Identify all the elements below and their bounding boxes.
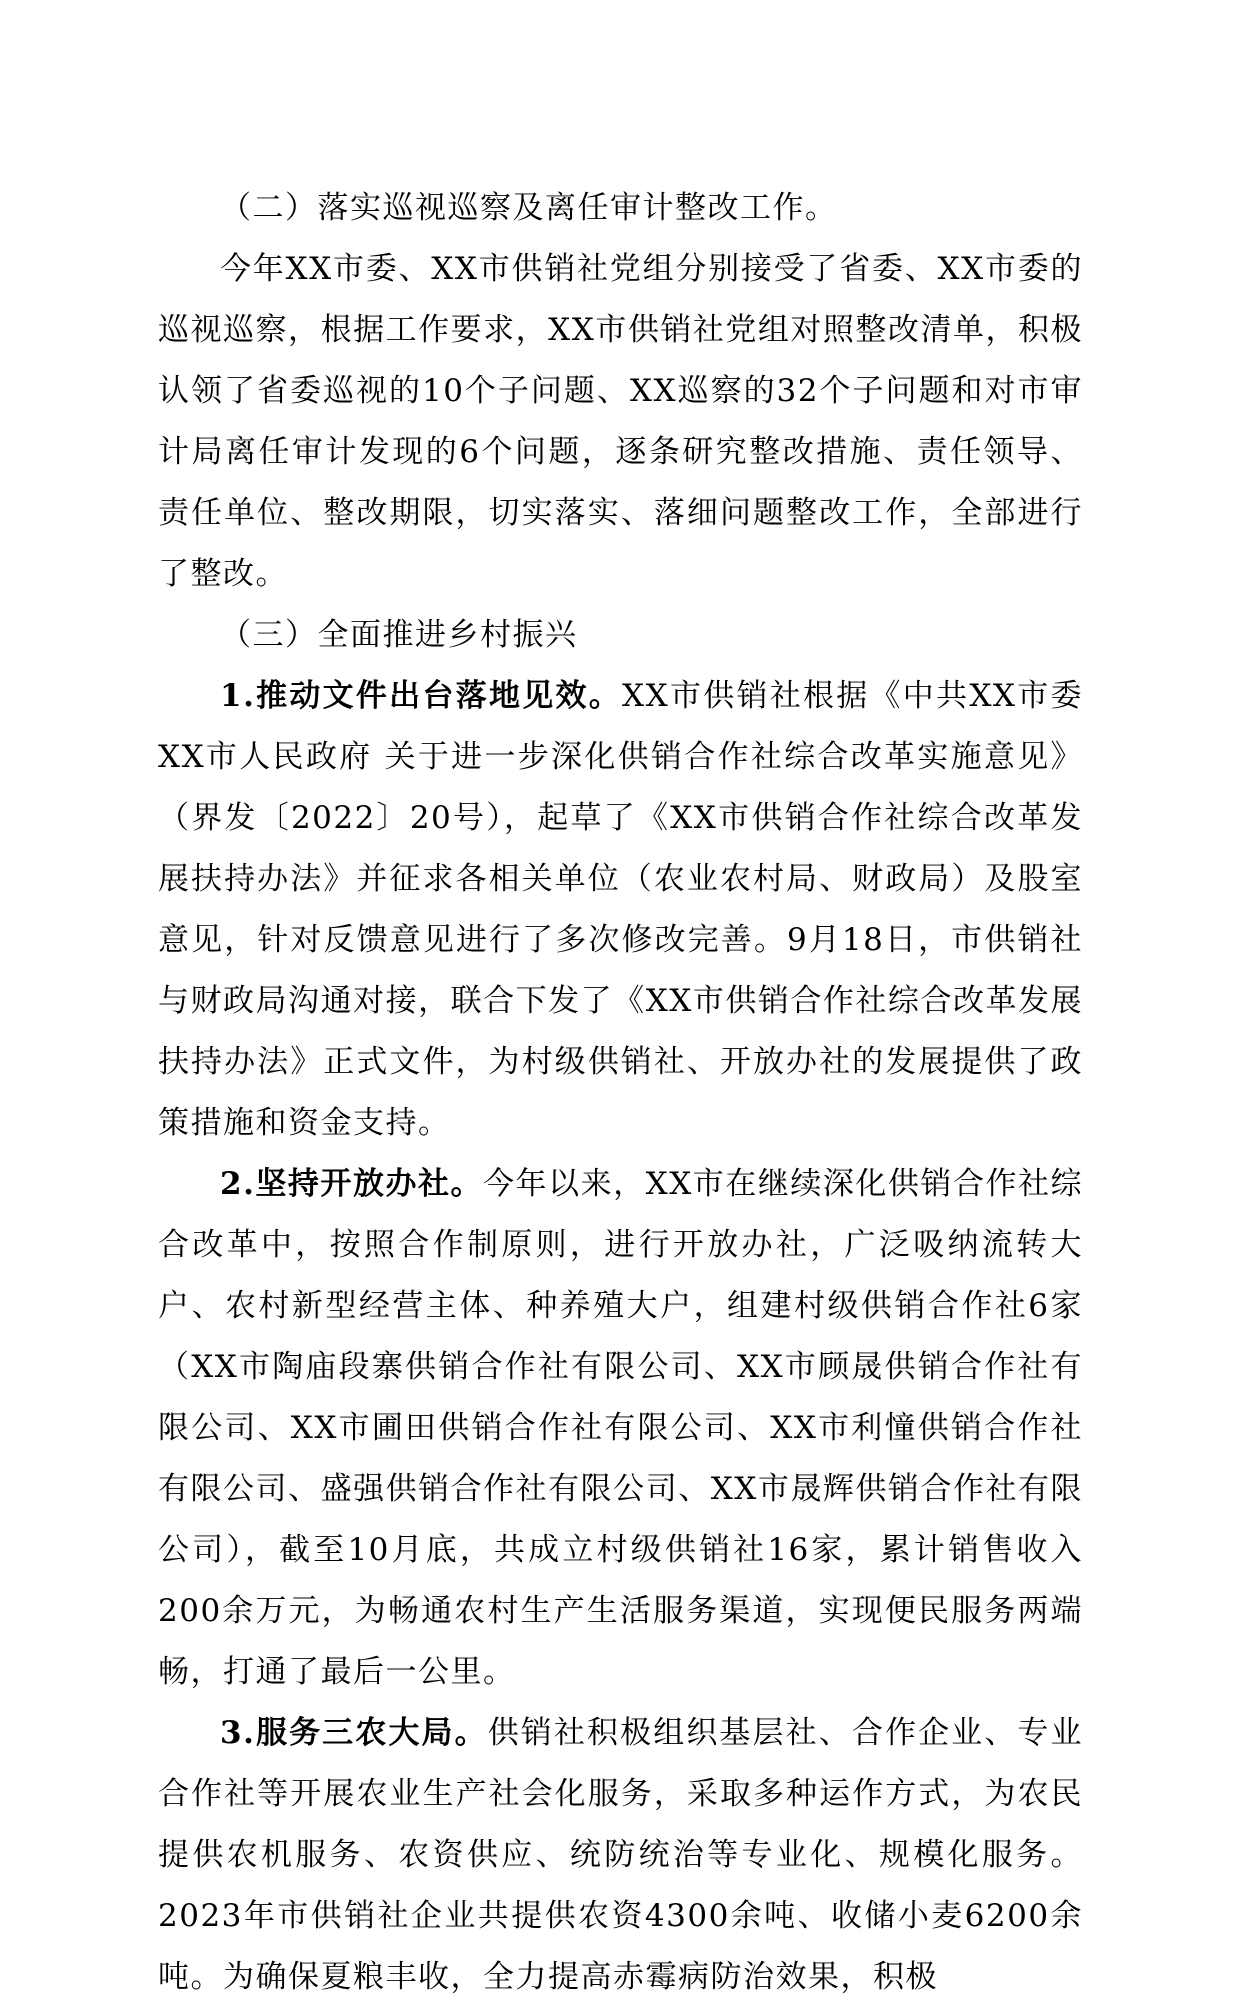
item-1-body: XX市供销社根据《中共XX市委 XX市人民政府 关于进一步深化供销合作社综合改革实施意见》（界发〔2022〕20号），起草了《XX市供销合作社综合改革发展扶持办法》并征求各相关单位（农业农村局、财政局）及股室意见，针对反馈意见进行了多次修改完善。9月18日，市供销社与财政局沟通对接，联合下发了《XX市供销合作社综合改革发展扶持办法》正式文件，为村级供销社、开放办社的发展提供了政策措施和资金支持。 [158,678,1083,1141]
item-1-paragraph [158,666,1083,1154]
section-2-paragraph: 今年XX市委、XX市供销社党组分别接受了省委、XX市委的巡视巡察，根据工作要求，XX市供销社党组对照整改清单，积极认领了省委巡视的10个子问题、XX巡察的32个子问题和对市审计局离任审计发现的6个问题，逐条研究整改措施、责任领导、责任单位、整改期限，切实落实、落细问题整改工作，全部进行了整改。 [158,251,1083,592]
document-body [158,178,1083,2008]
section-3-heading: （三）全面推进乡村振兴 [220,617,578,653]
item-2-paragraph [158,1154,1083,1703]
item-3-lead: 3.服务三农大局。 [220,1715,488,1751]
item-3-body: 供销社积极组织基层社、合作企业、专业合作社等开展农业生产社会化服务，采取多种运作方式，为农民提供农机服务、农资供应、统防统治等专业化、规模化服务。2023年市供销社企业共提供农资4300余吨、收储小麦6200余吨。为确保夏粮丰收，全力提高赤霉病防治效果，积极 [158,1715,1083,1995]
section-2-heading: （二）落实巡视巡察及离任审计整改工作。 [220,190,838,226]
item-3-paragraph [158,1703,1083,2008]
item-2-lead: 2.坚持开放办社。 [220,1166,484,1202]
item-2-body: 今年以来，XX市在继续深化供销合作社综合改革中，按照合作制原则，进行开放办社，广泛吸纳流转大户、农村新型经营主体、种养殖大户，组建村级供销合作社6家（XX市陶庙段寨供销合作社有限公司、XX市顾晟供销合作社有限公司、XX市圃田供销合作社有限公司、XX市利憧供销合作社有限公司、盛强供销合作社有限公司、XX市晟辉供销合作社有限公司），截至10月底，共成立村级供销社16家，累计销售收入200余万元，为畅通农村生产生活服务渠道，实现便民服务两端畅，打通了最后一公里。 [158,1166,1083,1690]
item-1-lead: 1.推动文件出台落地见效。 [220,678,623,714]
